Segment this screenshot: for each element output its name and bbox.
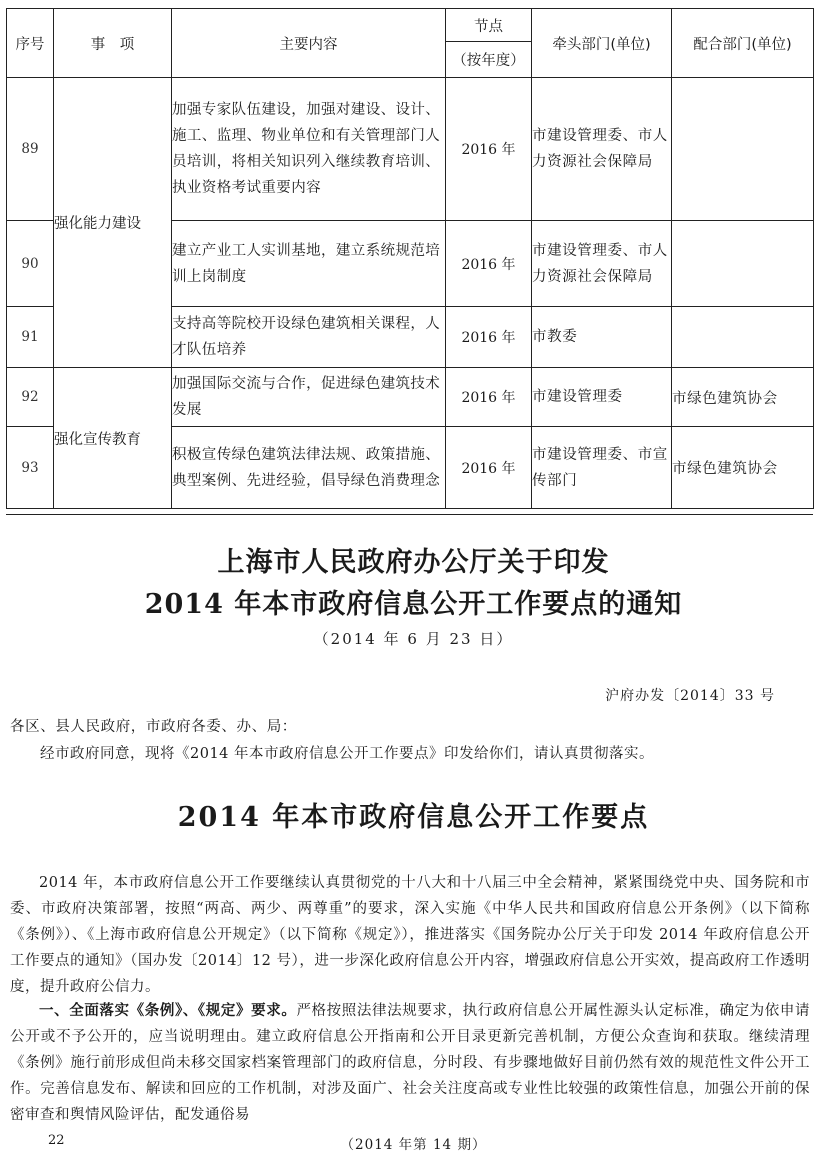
table-header-row (7, 9, 814, 42)
header-item: 事 项 (54, 9, 172, 78)
row-coop-dept (672, 221, 814, 307)
row-lead-dept: 市教委 (532, 307, 672, 368)
row-lead-dept: 市建设管理委 (532, 368, 672, 427)
paragraph-section-1 (10, 998, 810, 1128)
row-coop-dept (672, 307, 814, 368)
row-lead-dept: 市建设管理委、市宣传部门 (532, 427, 672, 509)
paragraph-intro: 2014 年，本市政府信息公开工作要继续认真贯彻党的十八大和十八届三中全会精神，紧紧围绕党中央、国务院和市委、市政府决策部署，按照“两高、两少、两尊重”的要求，深入实施《中华人民共和国政府信息公开条例》（以下简称《条例》）、《上海市政府信息公开规定》（以下简称《规定》），推进落实《国务院办公厅关于印发 2014 年政府信息公开工作要点的通知》（国办发〔2014〕12 号），进一步深化政府信息公开内容，增强政府信息公开实效，提高政府工作透明度，提升政府公信力。 (10, 875, 810, 995)
row-coop-dept: 市绿色建筑协会 (672, 427, 814, 509)
row-year: 2016 年 (446, 78, 532, 221)
row-content: 积极宣传绿色建筑法律法规、政策措施、典型案例、先进经验，倡导绿色消费理念 (172, 427, 446, 509)
issue-label: （2014 年第 14 期） (340, 1137, 487, 1153)
row-number: 91 (7, 307, 54, 368)
section-divider (6, 514, 813, 515)
document-title: 2014 年本市政府信息公开工作要点 (177, 802, 650, 833)
header-deadline-sub: （按年度） (446, 42, 532, 78)
row-lead-dept: 市建设管理委、市人力资源社会保障局 (532, 221, 672, 307)
row-coop-dept (672, 78, 814, 221)
row-number: 90 (7, 221, 54, 307)
row-year: 2016 年 (446, 427, 532, 509)
section-heading: 一、全面落实《条例》、《规定》要求。 (39, 1003, 297, 1019)
notice-title-line2: 2014 年本市政府信息公开工作要点的通知 (144, 589, 683, 620)
task-table (6, 8, 814, 509)
page-number: 22 (48, 1133, 65, 1148)
document-number: 沪府办发〔2014〕33 号 (605, 688, 775, 704)
notice-body: 经市政府同意，现将《2014 年本市政府信息公开工作要点》印发给你们，请认真贯彻落实。 (40, 746, 655, 762)
row-year: 2016 年 (446, 221, 532, 307)
notice-title-line1: 上海市人民政府办公厅关于印发 (217, 547, 610, 578)
row-year: 2016 年 (446, 307, 532, 368)
section-text: 严格按照法律法规要求，执行政府信息公开属性源头认定标准，确定为依申请公开或不予公开的，应当说明理由。建立政府信息公开指南和公开目录更新完善机制，方便公众查询和获取。继续清理《条例》施行前形成但尚未移交国家档案管理部门的政府信息，分时段、有步骤地做好目前仍然有效的规范性文件公开工作。完善信息发布、解读和回应的工作机制，对涉及面广、社会关注度高或专业性比较强的政策性信息，加强公开前的保密审查和舆情风险评估，配发通俗易 (10, 1003, 811, 1123)
group-name: 强化能力建设 (54, 78, 172, 368)
row-coop-dept: 市绿色建筑协会 (672, 368, 814, 427)
header-content: 主要内容 (172, 9, 446, 78)
header-coop: 配合部门(单位) (672, 9, 814, 78)
addressee: 各区、县人民政府，市政府各委、办、局： (10, 719, 297, 735)
row-number: 92 (7, 368, 54, 427)
row-content: 加强国际交流与合作，促进绿色建筑技术发展 (172, 368, 446, 427)
row-content: 加强专家队伍建设，加强对建设、设计、施工、监理、物业单位和有关管理部门人员培训，将相关知识列入继续教育培训、执业资格考试重要内容 (172, 78, 446, 221)
table-row (7, 368, 814, 427)
row-number: 93 (7, 427, 54, 509)
notice-date: （2014 年 6 月 23 日） (313, 630, 514, 648)
row-lead-dept: 市建设管理委、市人力资源社会保障局 (532, 78, 672, 221)
header-lead: 牵头部门(单位) (532, 9, 672, 78)
row-number: 89 (7, 78, 54, 221)
header-seq: 序号 (7, 9, 54, 78)
row-year: 2016 年 (446, 368, 532, 427)
group-name: 强化宣传教育 (54, 368, 172, 509)
table-row (7, 78, 814, 221)
row-content: 建立产业工人实训基地，建立系统规范培训上岗制度 (172, 221, 446, 307)
header-deadline: 节点 (446, 9, 532, 42)
row-content: 支持高等院校开设绿色建筑相关课程，人才队伍培养 (172, 307, 446, 368)
